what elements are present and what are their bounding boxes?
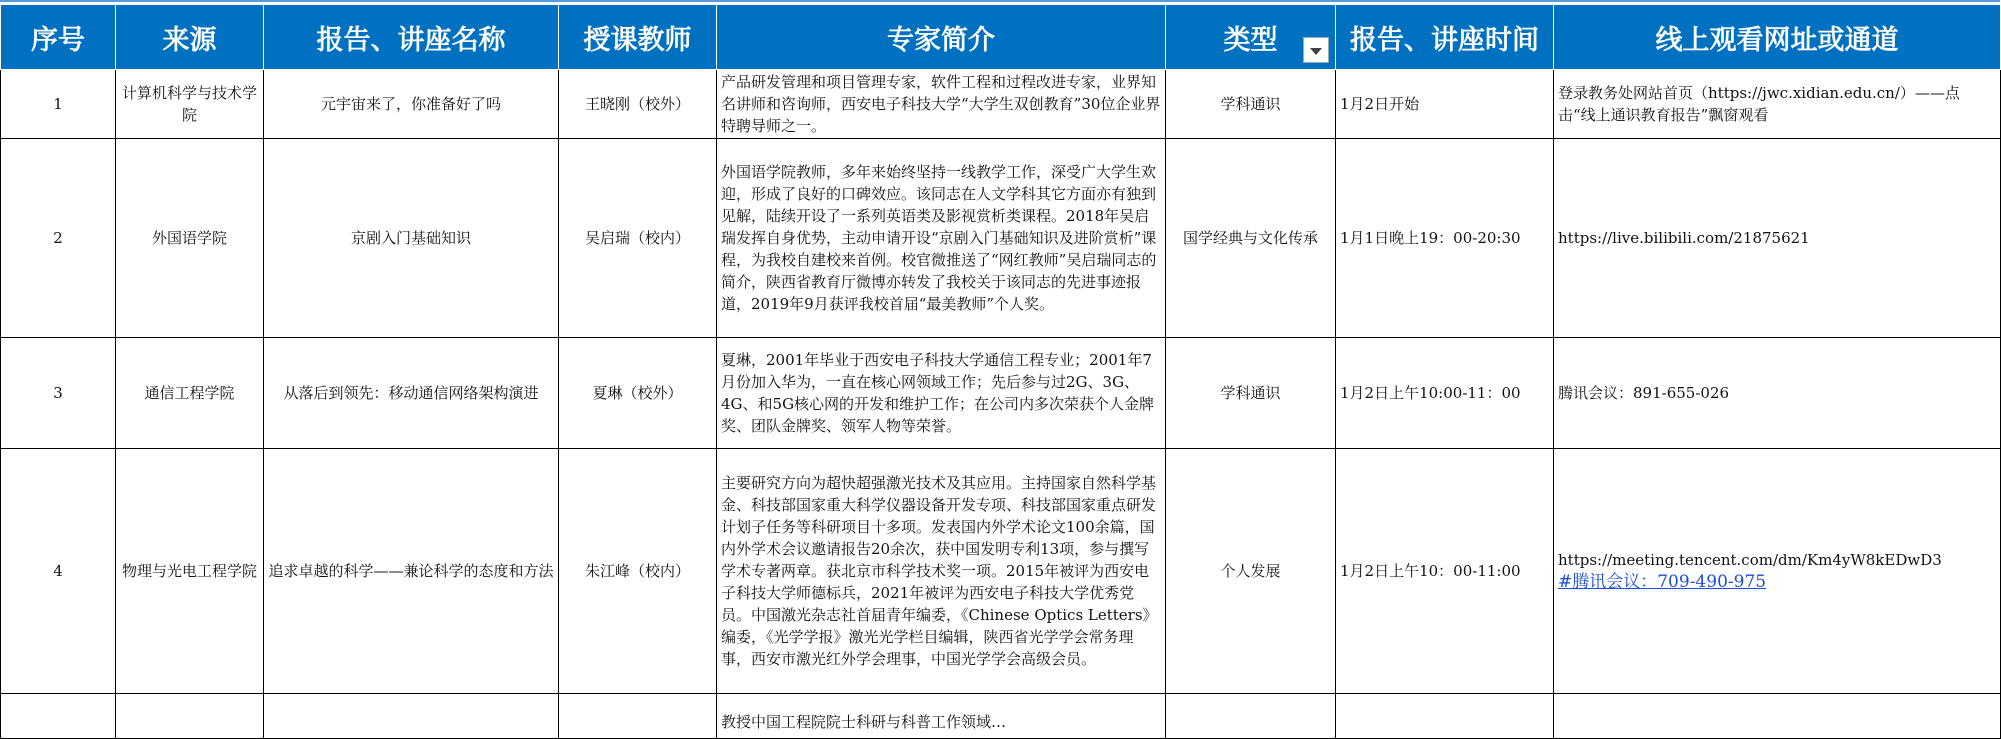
- table-row: [1, 70, 2001, 139]
- header-type: 类型: [1223, 24, 1278, 56]
- header-source[interactable]: 来源: [116, 5, 264, 70]
- lecture-table: [0, 4, 2001, 739]
- cell-type[interactable]: [1166, 694, 1336, 739]
- cell-title[interactable]: [264, 694, 559, 739]
- cell-intro[interactable]: 夏琳，2001年毕业于西安电子科技大学通信工程专业；2001年7月份加入华为，一直在核心网领域工作；先后参与过2G、3G、4G、和5G核心网的开发和维护工作；在公司内多次荣获个人金牌奖、团队金牌奖、领军人物等荣誉。: [717, 338, 1166, 449]
- table-row: [1, 139, 2001, 338]
- cell-no[interactable]: 1: [1, 70, 116, 139]
- channel-url: https://meeting.tencent.com/dm/Km4yW8kEDwD3: [1558, 551, 1942, 569]
- filter-dropdown-button[interactable]: [1303, 37, 1329, 63]
- cell-type[interactable]: 国学经典与文化传承: [1166, 139, 1336, 338]
- cell-time[interactable]: [1336, 694, 1554, 739]
- cell-source[interactable]: 物理与光电工程学院: [116, 449, 264, 694]
- cell-no[interactable]: 3: [1, 338, 116, 449]
- table-row: [1, 338, 2001, 449]
- cell-type[interactable]: 学科通识: [1166, 338, 1336, 449]
- cell-time[interactable]: 1月2日上午10:00-11：00: [1336, 338, 1554, 449]
- partial-row-text: 教授中国工程院院士科研与科普工作领域…: [721, 713, 1007, 731]
- cell-channel[interactable]: [1554, 449, 2001, 694]
- header-time[interactable]: 报告、讲座时间: [1336, 5, 1554, 70]
- cell-teacher[interactable]: 王晓刚（校外）: [559, 70, 717, 139]
- table-row: [1, 694, 2001, 739]
- chevron-down-icon: [1310, 48, 1322, 55]
- cell-title[interactable]: 元宇宙来了，你准备好了吗: [264, 70, 559, 139]
- header-title[interactable]: 报告、讲座名称: [264, 5, 559, 70]
- cell-no[interactable]: [1, 694, 116, 739]
- cell-teacher[interactable]: 吴启瑞（校内）: [559, 139, 717, 338]
- cell-type[interactable]: 个人发展: [1166, 449, 1336, 694]
- cell-channel[interactable]: 腾讯会议：891-655-026: [1554, 338, 2001, 449]
- header-channel[interactable]: 线上观看网址或通道: [1554, 5, 2001, 70]
- cell-time[interactable]: 1月1日晚上19：00-20:30: [1336, 139, 1554, 338]
- cell-intro[interactable]: 主要研究方向为超快超强激光技术及其应用。主持国家自然科学基金、科技部国家重大科学仪器设备开发专项、科技部国家重点研发计划子任务等科研项目十多项。发表国内外学术论文100余篇，国内外学术会议邀请报告20余次，获中国发明专利13项，参与撰写学术专著两章。获北京市科学技术奖一项。2015年被评为西安电子科技大学师德标兵，2021年被评为西安电子科技大学优秀党员。中国激光杂志社首届青年编委，《Chinese Optics Letters》编委，《光学学报》激光光学栏目编辑，陕西省光学学会常务理事，西安市激光红外学会理事，中国光学学会高级会员。: [717, 449, 1166, 694]
- cell-source[interactable]: 外国语学院: [116, 139, 264, 338]
- cell-no[interactable]: 4: [1, 449, 116, 694]
- header-teacher[interactable]: 授课教师: [559, 5, 717, 70]
- cell-no[interactable]: 2: [1, 139, 116, 338]
- cell-title[interactable]: 从落后到领先：移动通信网络架构演进: [264, 338, 559, 449]
- header-no[interactable]: 序号: [1, 5, 116, 70]
- cell-channel[interactable]: 登录教务处网站首页（https://jwc.xidian.edu.cn/）——点击“线上通识教育报告”飘窗观看: [1554, 70, 2001, 139]
- cell-teacher[interactable]: 夏琳（校外）: [559, 338, 717, 449]
- cell-intro[interactable]: [717, 694, 1166, 739]
- cell-intro[interactable]: 产品研发管理和项目管理专家，软件工程和过程改进专家，业界知名讲师和咨询师，西安电子科技大学“大学生双创教育”30位企业界特聘导师之一。: [717, 70, 1166, 139]
- cell-time[interactable]: 1月2日开始: [1336, 70, 1554, 139]
- cell-source[interactable]: 计算机科学与技术学院: [116, 70, 264, 139]
- cell-type[interactable]: 学科通识: [1166, 70, 1336, 139]
- cell-source[interactable]: [116, 694, 264, 739]
- cell-title[interactable]: 追求卓越的科学——兼论科学的态度和方法: [264, 449, 559, 694]
- cell-teacher[interactable]: [559, 694, 717, 739]
- table-row: [1, 449, 2001, 694]
- header-intro[interactable]: 专家简介: [717, 5, 1166, 70]
- cell-channel[interactable]: https://live.bilibili.com/21875621: [1554, 139, 2001, 338]
- cell-intro[interactable]: 外国语学院教师，多年来始终坚持一线教学工作，深受广大学生欢迎，形成了良好的口碑效应。该同志在人文学科其它方面亦有独到见解，陆续开设了一系列英语类及影视赏析类课程。2018年吴启瑞发挥自身优势，主动申请开设“京剧入门基础知识及进阶赏析”课程，为我校自建校来首例。校官微推送了“网红教师”吴启瑞同志的简介，陕西省教育厅微博亦转发了我校关于该同志的先进事迹报道，2019年9月获评我校首届“最美教师”个人奖。: [717, 139, 1166, 338]
- header-type-cell[interactable]: [1166, 5, 1336, 70]
- tencent-meeting-link[interactable]: #腾讯会议：709-490-975: [1558, 572, 1767, 592]
- cell-source[interactable]: 通信工程学院: [116, 338, 264, 449]
- cell-channel[interactable]: [1554, 694, 2001, 739]
- cell-title[interactable]: 京剧入门基础知识: [264, 139, 559, 338]
- cell-teacher[interactable]: 朱江峰（校内）: [559, 449, 717, 694]
- header-row: [1, 5, 2001, 70]
- cell-time[interactable]: 1月2日上午10：00-11:00: [1336, 449, 1554, 694]
